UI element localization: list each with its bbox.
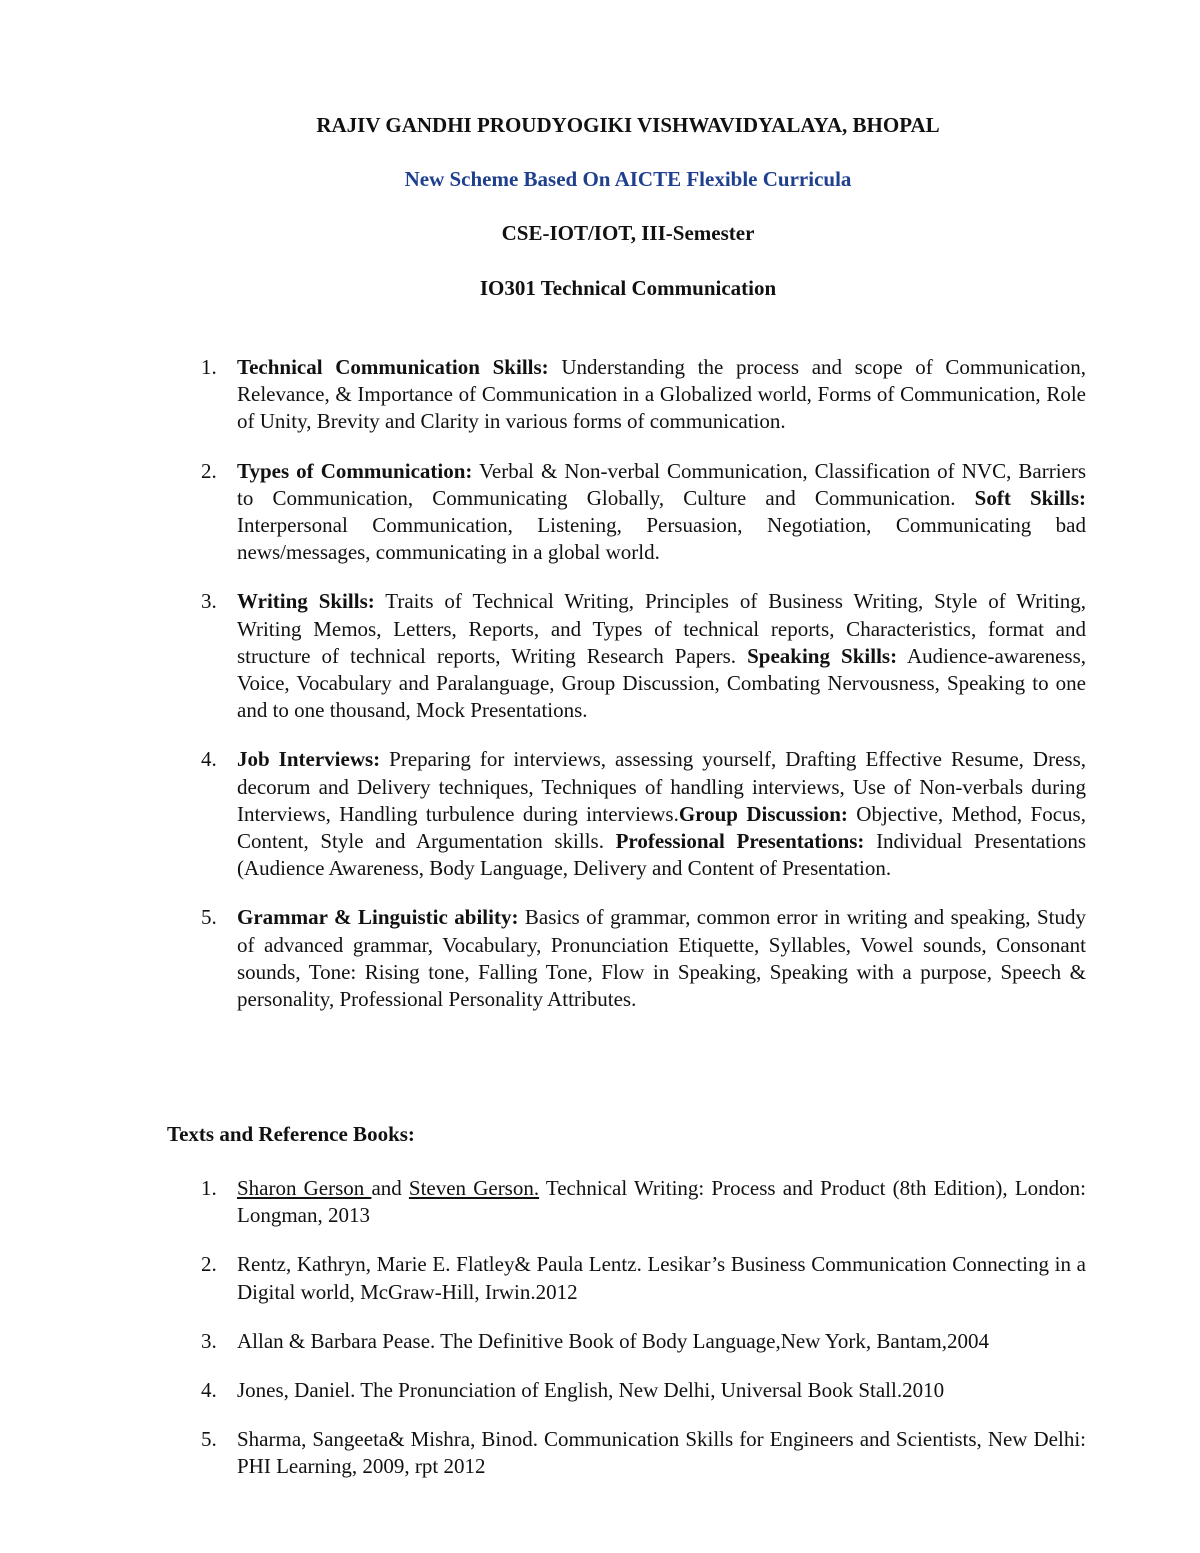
unit-number: 4. <box>201 747 217 772</box>
unit-item-5 <box>201 904 1086 1013</box>
unit-text: Verbal & Non-verbal Communication, Classification of NVC, Barriers to Communication, Communicating Globally, Culture and Communication. <box>237 458 1087 510</box>
unit-subheading: Soft Skills: <box>974 485 1086 510</box>
reference-joiner: and <box>371 1176 409 1200</box>
university-title: RAJIV GANDHI PROUDYOGIKI VISHWAVIDYALAYA, BHOPAL <box>316 113 940 137</box>
unit-item-2 <box>201 458 1087 567</box>
reference-item-2 <box>201 1251 1086 1305</box>
unit-number: 5. <box>201 905 217 930</box>
unit-heading: Grammar & Linguistic ability: <box>237 905 519 930</box>
author-link-sharon-gerson[interactable]: Sharon Gerson <box>237 1176 372 1200</box>
unit-heading: Job Interviews: <box>237 747 381 772</box>
unit-text: Individual Presentations (Audience Awareness, Body Language, Delivery and Content of Presentation. <box>237 829 1086 881</box>
reference-item-5 <box>201 1426 1086 1480</box>
unit-subheading: Group Discussion: <box>678 801 848 826</box>
unit-text: Interpersonal Communication, Listening, Persuasion, Negotiation, Communicating bad news/messages, communicating in a global world. <box>237 513 1086 565</box>
course-title: IO301 Technical Communication <box>479 276 777 300</box>
unit-heading: Technical Communication Skills: <box>237 355 549 379</box>
unit-text: Traits of Technical Writing, Principles of Business Writing, Style of Writing, Writing Memos, Letters, Reports, and Types of technical reports, Characteristics, format and structure of technical reports, Writing Research Papers. <box>237 589 1086 668</box>
syllabus-units-list <box>201 354 1087 1035</box>
reference-number: 4. <box>201 1378 217 1403</box>
reference-text: Sharma, Sangeeta& Mishra, Binod. Communication Skills for Engineers and Scientists, New Delhi: PHI Learning, 2009, rpt 2012 <box>237 1427 1086 1479</box>
reference-item-4 <box>201 1377 1086 1404</box>
unit-number: 3. <box>201 589 217 614</box>
reference-item-1 <box>201 1175 1086 1229</box>
reference-text: Technical Writing: Process and Product (8th Edition), London: Longman, 2013 <box>237 1176 1086 1228</box>
unit-heading: Types of Communication: <box>237 458 473 483</box>
unit-subheading: Professional Presentations: <box>615 829 865 854</box>
reference-text: Rentz, Kathryn, Marie E. Flatley& Paula Lentz. Lesikar’s Business Communication Connecting in a Digital world, McGraw-Hill, Irwin.2012 <box>237 1252 1086 1304</box>
reference-number: 1. <box>201 1176 217 1200</box>
unit-subheading: Speaking Skills: <box>747 643 898 668</box>
unit-text: Understanding the process and scope of Communication, Relevance, & Importance of Communication in a Globalized world, Forms of Communication, Role of Unity, Brevity and Clarity in various forms of communication. <box>237 355 1086 434</box>
unit-number: 2. <box>201 458 217 483</box>
semester-title: CSE-IOT/IOT, III-Semester <box>501 221 755 245</box>
unit-text: Basics of grammar, common error in writing and speaking, Study of advanced grammar, Vocabulary, Pronunciation Etiquette, Syllables, Vowel sounds, Consonant sounds, Tone: Rising tone, Falling Tone, Flow in Speaking, Speaking with a purpose, Speech & personality, Professional Personality Attributes. <box>237 905 1086 1012</box>
author-link-steven-gerson[interactable]: Steven Gerson. <box>408 1176 540 1200</box>
references-heading: Texts and Reference Books: <box>167 1122 415 1146</box>
unit-number: 1. <box>201 355 217 379</box>
reference-number: 3. <box>201 1328 217 1353</box>
scheme-subtitle: New Scheme Based On AICTE Flexible Curricula <box>404 167 852 191</box>
unit-text: Audience-awareness, Voice, Vocabulary and Paralanguage, Group Discussion, Combating Nervousness, Speaking to one and to one thousand, Mock Presentations. <box>237 643 1086 723</box>
reference-item-3 <box>201 1328 1086 1355</box>
unit-item-3 <box>201 588 1086 724</box>
unit-item-1 <box>201 354 1086 436</box>
unit-item-4 <box>201 746 1086 882</box>
unit-text: Preparing for interviews, assessing yourself, Drafting Effective Resume, Dress, decorum and Delivery techniques, Techniques of handling interviews, Use of Non-verbals during Interviews, Handling turbulence during interviews. <box>237 747 1086 826</box>
reference-number: 2. <box>201 1252 217 1277</box>
unit-text: Objective, Method, Focus, Content, Style and Argumentation skills. <box>237 801 1086 854</box>
reference-number: 5. <box>201 1427 217 1452</box>
reference-text: Jones, Daniel. The Pronunciation of English, New Delhi, Universal Book Stall.2010 <box>237 1378 945 1403</box>
reference-text: Allan & Barbara Pease. The Definitive Book of Body Language,New York, Bantam,2004 <box>237 1328 989 1353</box>
references-list <box>201 1175 1086 1503</box>
unit-heading: Writing Skills: <box>237 589 375 614</box>
